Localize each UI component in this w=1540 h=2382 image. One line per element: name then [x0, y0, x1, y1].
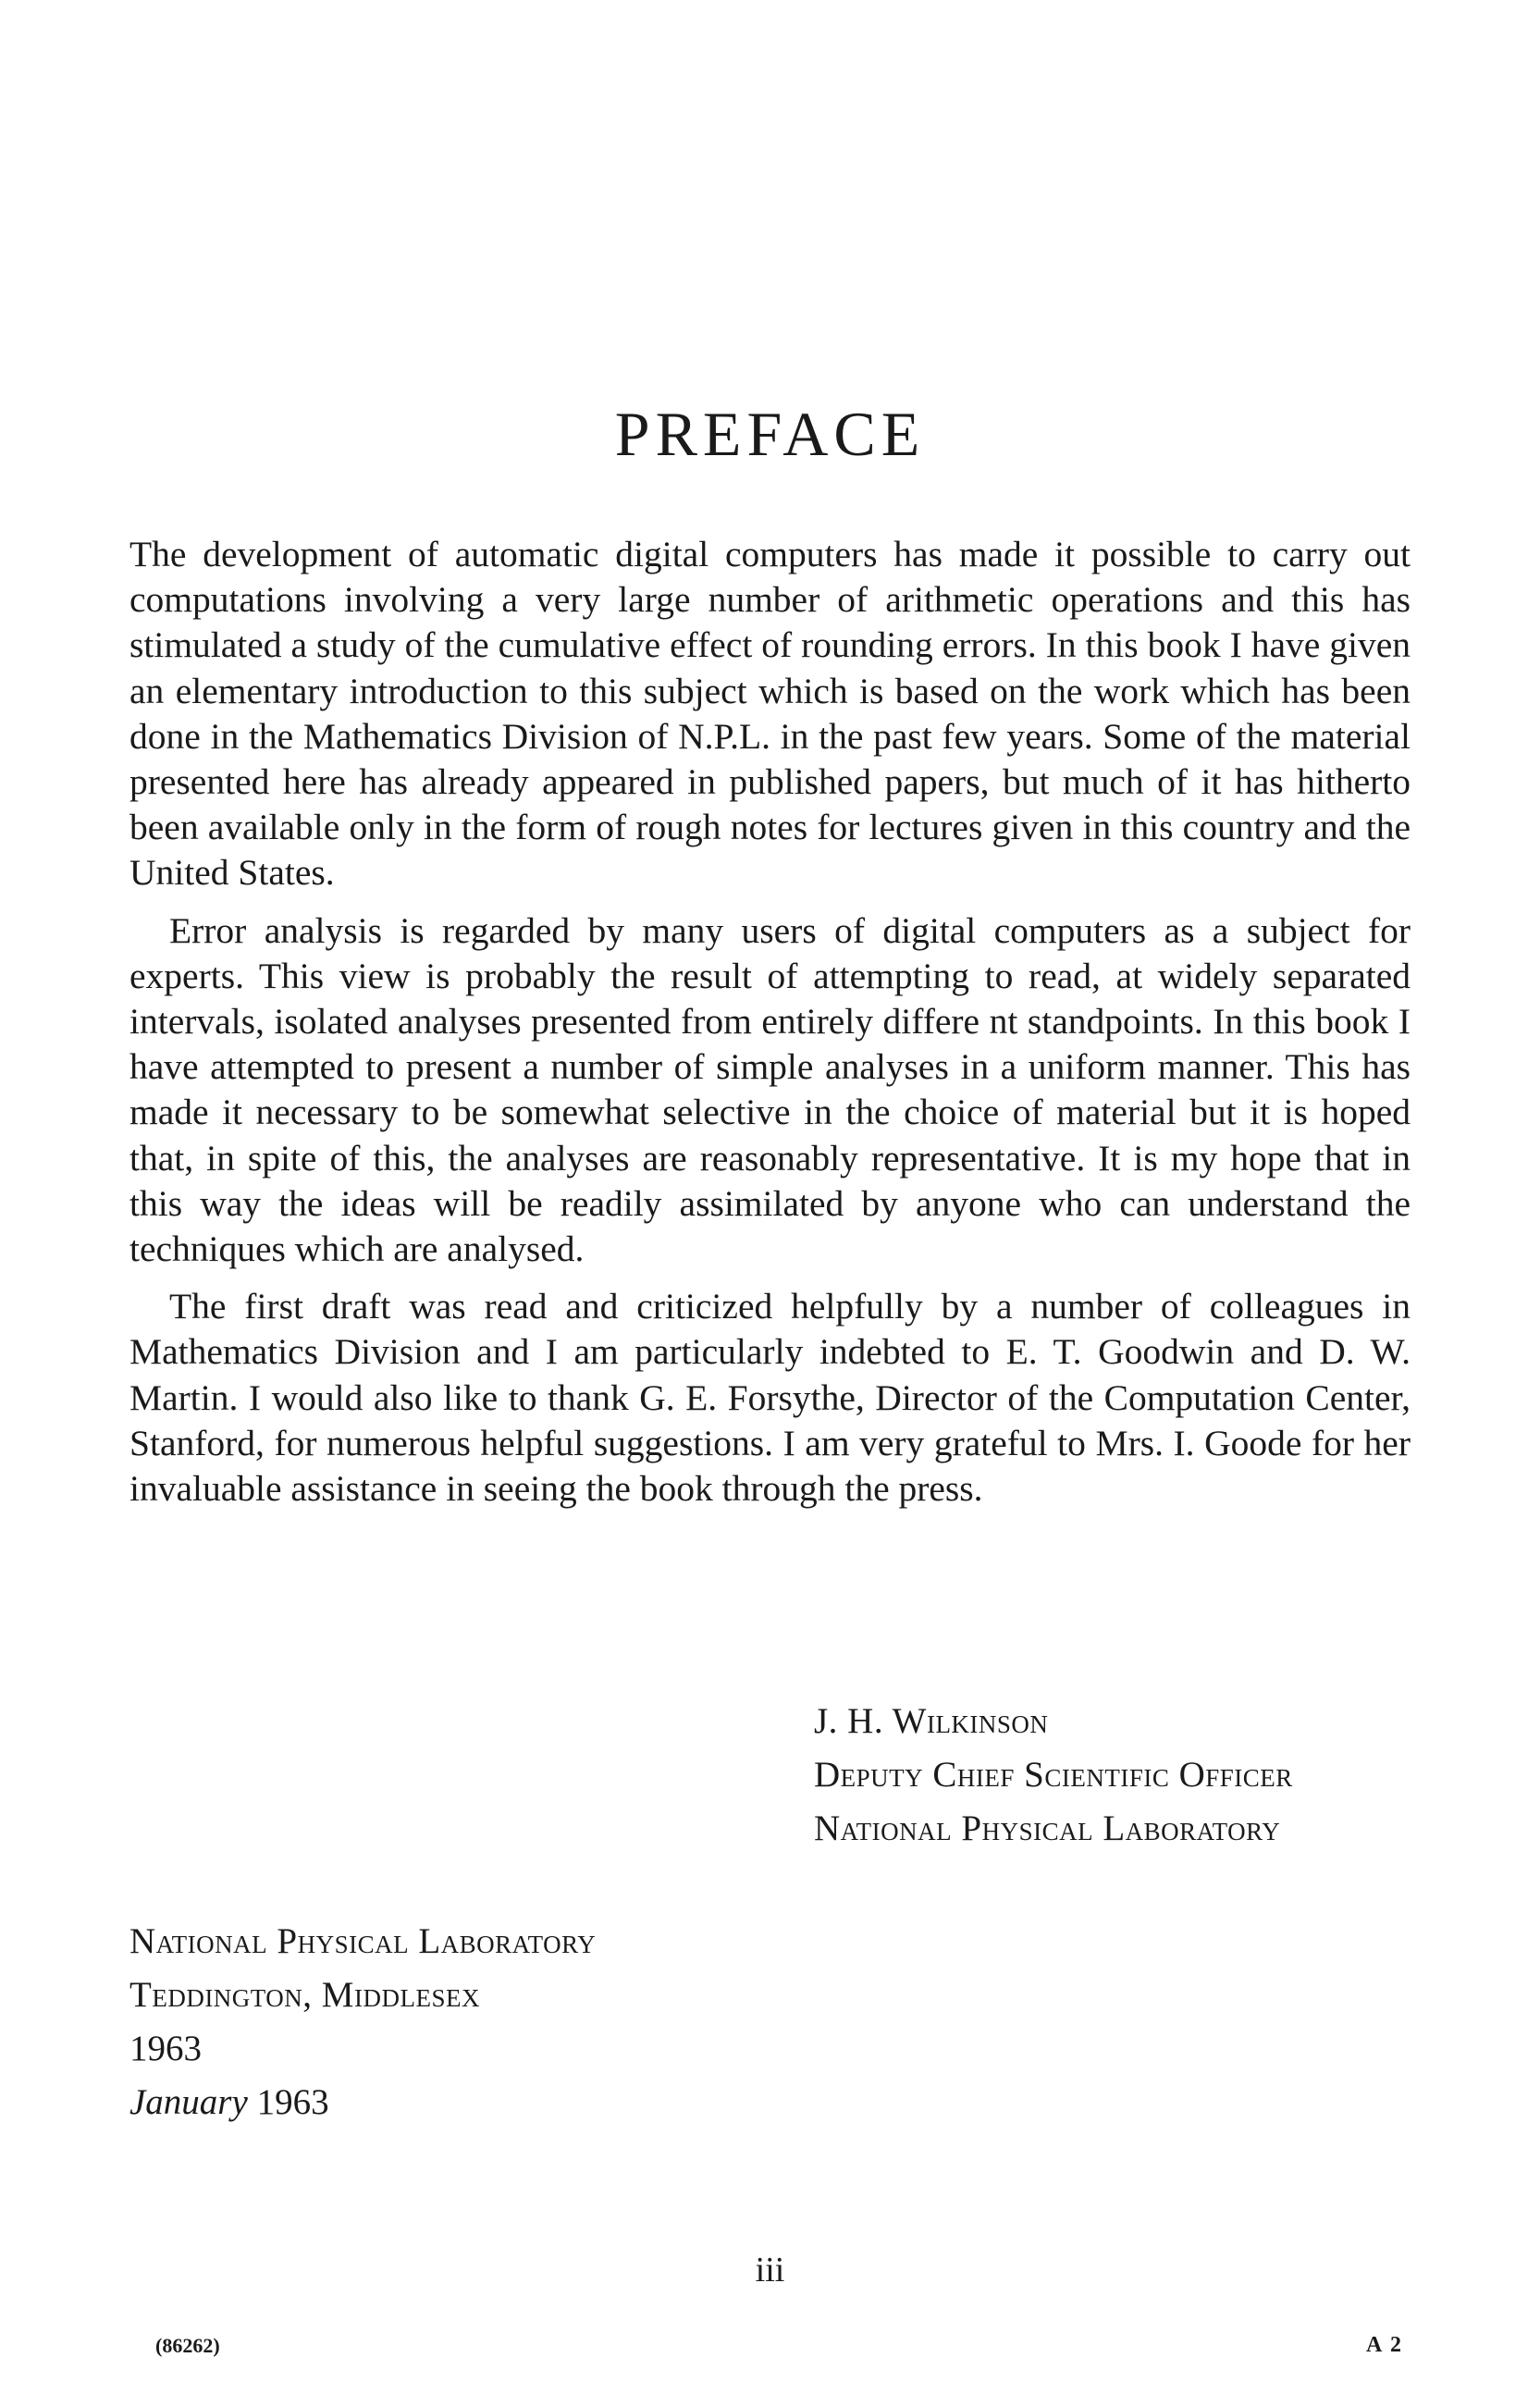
author-position: Deputy Chief Scientific Officer: [814, 1755, 1293, 1795]
page-title: PREFACE: [614, 399, 926, 469]
date-month: January: [129, 2082, 248, 2122]
place-location: Teddington, Middlesex: [129, 1975, 480, 2015]
date-year: 1963: [256, 2082, 329, 2122]
place-year: 1963: [129, 2029, 202, 2068]
place-institution: National Physical Laboratory: [129, 1921, 597, 1961]
place-date: [129, 2076, 596, 2129]
paragraph-2: Error analysis is regarded by many users of digital computers as a subject for experts. This view is probably the result of attempting to read, at widely separated intervals, isolated analyses presented from entirely differe nt standpoints. In this book I have attempted to present a number of simple analyses in a uniform manner. This has made it necessary to be somewhat selective in the choice of material but it is hoped that, in spite of this, the analyses are reasonably representative. It is my hope that in this way the ideas will be readily assimilated by anyone who can understand the techniques which are analysed.: [129, 909, 1411, 1270]
print-code: (86262): [155, 2334, 220, 2357]
paragraph-1: The development of automatic digital computers has made it possible to carry out computations involving a very large number of arithmetic operations and this has stimulated a study of the cumulative effect of rounding errors. In this book I have given an elementary introduction to this subject which is based on the work which has been done in the Mathematics Division of N.P.L. in the past few years. Some of the material presented here has already appeared in published papers, but much of it has hitherto been available only in the form of rough notes for lectures given in this country and the United States.: [129, 534, 1411, 894]
preface-body: [129, 532, 1411, 1524]
signature-mark: A 2: [1365, 2333, 1403, 2357]
author-signature-block: [814, 1695, 1293, 1856]
paragraph-3: The first draft was read and criticized helpfully by a number of colleagues in Mathematics Division and I am particularly indebted to E. T. Goodwin and D. W. Martin. I would also like to thank G. E. Forsythe, Director of the Computation Center, Stanford, for numerous helpful suggestions. I am very grateful to Mrs. I. Goode for her invaluable assistance in seeing the book through the press.: [129, 1286, 1411, 1510]
author-institution: National Physical Laboratory: [814, 1808, 1281, 1848]
place-date-block: [129, 1915, 596, 2129]
page-number: iii: [755, 2251, 785, 2289]
author-name: J. H. Wilkinson: [814, 1701, 1049, 1741]
